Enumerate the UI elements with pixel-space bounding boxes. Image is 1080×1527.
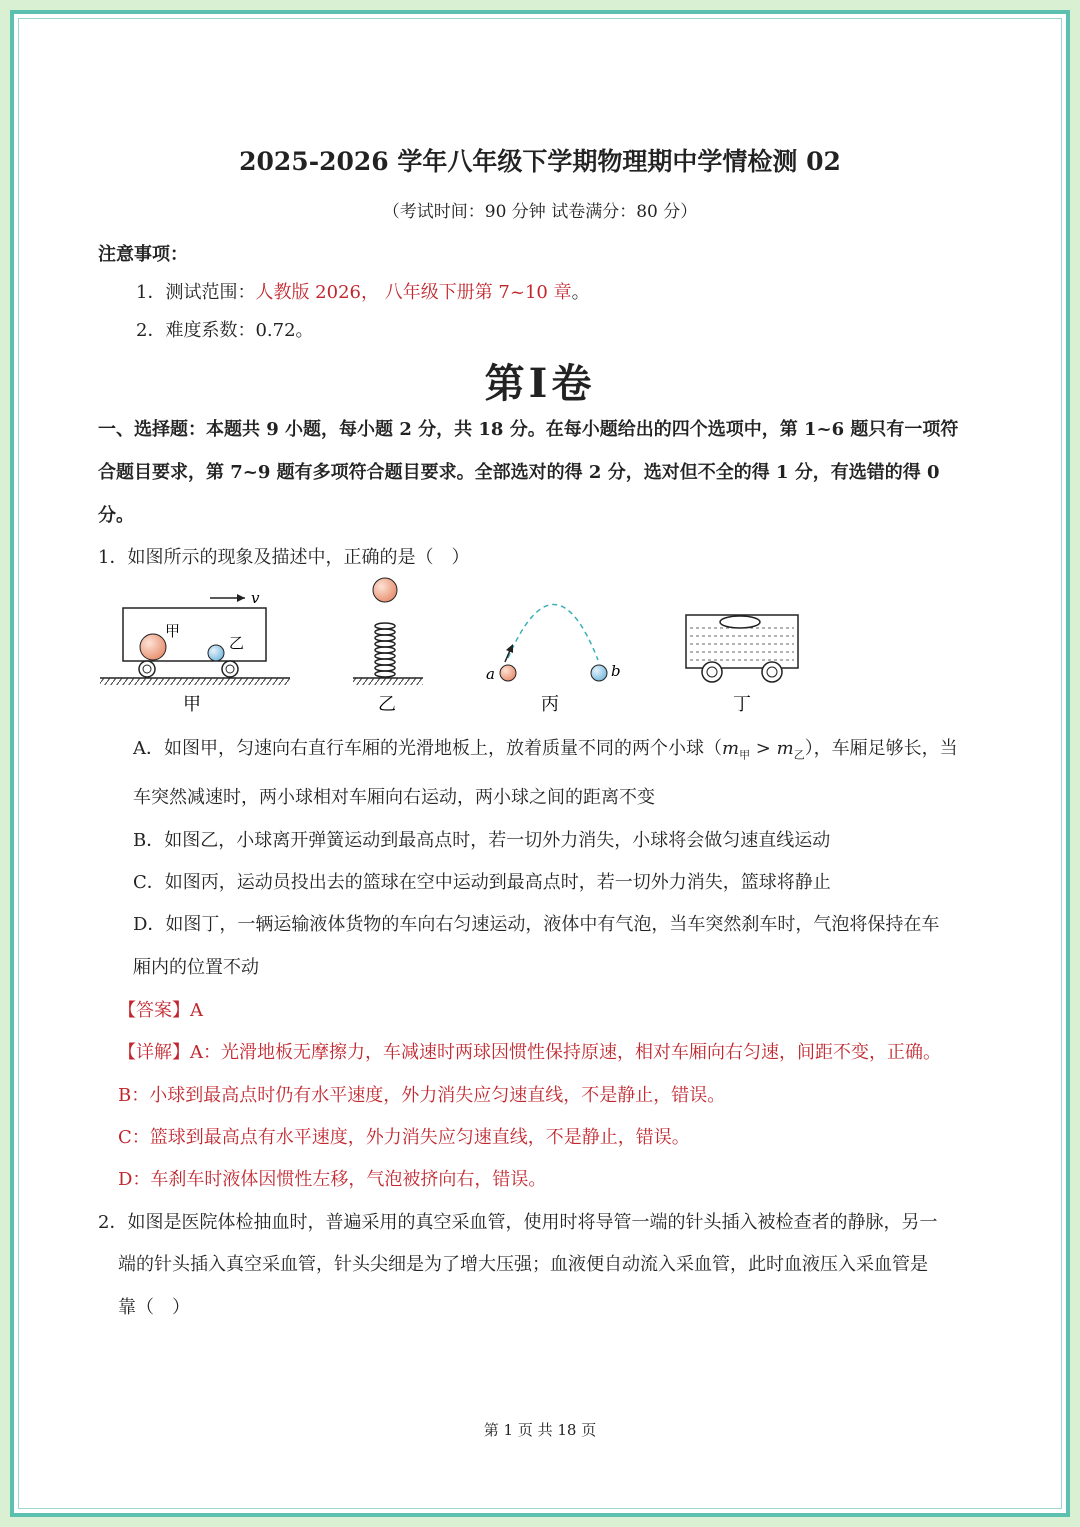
page-frame	[10, 10, 1070, 1517]
figure-caption-jia: 甲	[183, 694, 201, 715]
mass-jia-subscript: 甲	[739, 748, 751, 762]
exam-title: 2025-2026 学年八年级下学期物理期中学情检测 02	[239, 147, 841, 176]
mass-yi-subscript: 乙	[793, 748, 805, 762]
figure-jia-cart	[100, 589, 290, 685]
page-footer: 第 1 页 共 18 页	[483, 1421, 597, 1439]
question-2-line2: 端的针头插入真空采血管，针头尖细是为了增大压强；血液便自动流入采血管，此时血液压入采血管是	[118, 1254, 928, 1275]
ball-yi-label: 乙	[229, 634, 245, 652]
wheel-left	[139, 661, 155, 677]
figure-caption-bing: 丙	[541, 694, 559, 715]
point-a-label: a	[486, 665, 495, 683]
tanker-wheel-right	[762, 662, 782, 682]
question-1-stem: 1．如图所示的现象及描述中，正确的是（ ）	[98, 547, 470, 568]
velocity-label: v	[251, 589, 260, 607]
note-1-prefix: 1．测试范围：	[136, 282, 256, 303]
mass-jia-symbol: m	[722, 738, 740, 759]
option-c: C．如图丙，运动员投出去的篮球在空中运动到最高点时，若一切外力消失，篮球将静止	[133, 872, 831, 893]
exam-subtitle: （考试时间：90 分钟 试卷满分：80 分）	[382, 202, 698, 222]
ball-a	[500, 665, 516, 681]
tanker-wheel-left	[702, 662, 722, 682]
option-b: B．如图乙，小球离开弹簧运动到最高点时，若一切外力消失，小球将会做匀速直线运动	[133, 830, 831, 851]
ball-jia-label: 甲	[165, 622, 181, 640]
option-d-line1: D．如图丁，一辆运输液体货物的车向右匀速运动，液体中有气泡，当车突然刹车时，气泡将保持在车	[133, 914, 940, 935]
ball-jia	[140, 634, 166, 660]
note-1	[136, 278, 590, 304]
spring	[375, 623, 395, 677]
section-instructions-line3: 分。	[98, 505, 134, 526]
greater-than: >	[750, 738, 777, 759]
question-1-figure	[95, 570, 825, 720]
option-a-line2: 车突然减速时，两小球相对车厢向右运动，两小球之间的距离不变	[133, 787, 655, 808]
figure-yi-spring	[353, 578, 423, 685]
question-2-line3: 靠（ ）	[118, 1297, 190, 1318]
wheel-right	[222, 661, 238, 677]
point-b-label: b	[611, 662, 621, 680]
option-a-text-end: ），车厢足够长，当	[804, 738, 958, 759]
explanation-b: B：小球到最高点时仍有水平速度，外力消失应匀速直线，不是静止，错误。	[118, 1085, 726, 1106]
figure-bing-trajectory	[486, 604, 621, 683]
mass-yi-symbol: m	[776, 738, 794, 759]
figure-caption-ding: 丁	[733, 694, 751, 715]
ball-on-spring	[373, 578, 397, 602]
section-instructions-line1: 一、选择题：本题共 9 小题，每小题 2 分，共 18 分。在每小题给出的四个选项中，第 1~6 题只有一项符	[98, 419, 959, 440]
option-a-line1	[133, 734, 958, 763]
ball-b	[591, 665, 607, 681]
ball-yi	[208, 645, 224, 661]
note-2: 2．难度系数：0.72。	[136, 320, 314, 341]
bubble	[720, 616, 760, 628]
answer: 【答案】A	[118, 1000, 203, 1021]
explanation-a: 【详解】A：光滑地板无摩擦力，车减速时两球因惯性保持原速，相对车厢向右匀速，间距不变，正确。	[118, 1042, 941, 1063]
explanation-c: C：篮球到最高点有水平速度，外力消失应匀速直线，不是静止，错误。	[118, 1127, 690, 1148]
notes-heading: 注意事项：	[98, 244, 188, 265]
section-instructions-line2: 合题目要求，第 7~9 题有多项符合题目要求。全部选对的得 2 分，选对但不全的得 1 分，有选错的得 0	[98, 462, 940, 483]
note-1-suffix: 。	[571, 282, 590, 303]
question-2-line1: 2．如图是医院体检抽血时，普遍采用的真空采血管，使用时将导管一端的针头插入被检查者的静脉，另一	[98, 1212, 938, 1233]
volume-heading: 第Ⅰ卷	[484, 360, 596, 407]
option-a-text: A．如图甲，匀速向右直行车厢的光滑地板上，放着质量不同的两个小球（	[133, 738, 722, 759]
figure-ding-tanker	[686, 615, 798, 682]
explanation-d: D：车刹车时液体因惯性左移，气泡被挤向右，错误。	[118, 1169, 547, 1190]
note-1-scope: 人教版 2026， 八年级下册第 7~10 章	[255, 282, 572, 303]
figure-caption-yi: 乙	[378, 694, 396, 715]
option-d-line2: 厢内的位置不动	[133, 957, 259, 978]
